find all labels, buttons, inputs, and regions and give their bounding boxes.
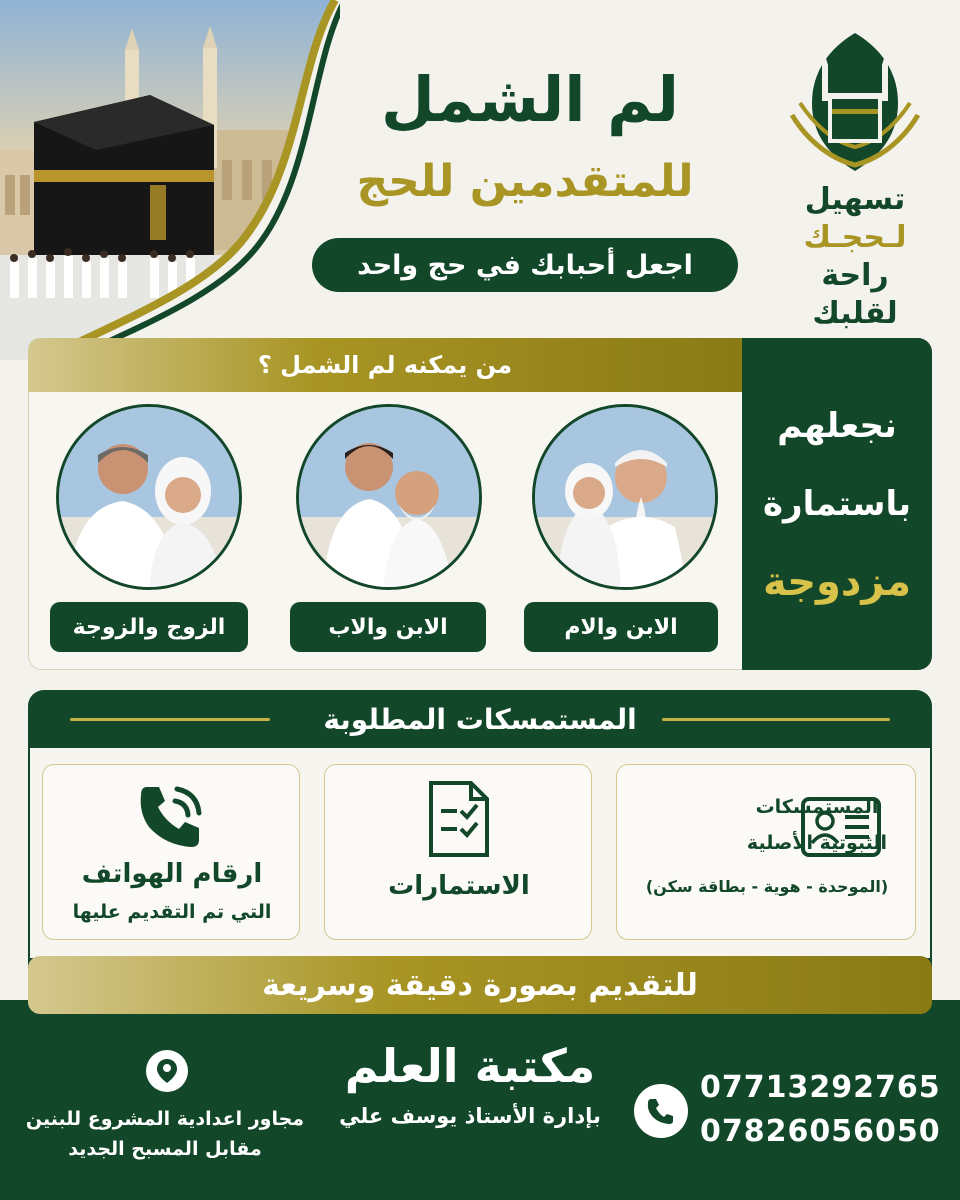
- card-phones-line-2: التي تم التقديم عليها: [72, 901, 272, 923]
- pair-label-husband-wife: الزوج والزوجة: [50, 602, 248, 652]
- photo-son-mother: [532, 404, 718, 590]
- phone-ringing-icon: [135, 779, 209, 853]
- address: [20, 1104, 310, 1164]
- card-forms-label: الاستمارات: [388, 871, 530, 901]
- page-title: لم الشمل: [380, 63, 679, 136]
- card-ids-line-2: الثبوتية الأصلية: [746, 832, 888, 854]
- card-ids-line-1: المستمسكات: [755, 796, 879, 818]
- card-phones-line-1: ارقام الهواتف: [81, 859, 263, 889]
- card-forms: [324, 764, 592, 940]
- address-line-2: مقابل المسبح الجديد: [68, 1138, 262, 1160]
- title-rule-right: [662, 718, 890, 721]
- double-form-line-3: مزدوجة: [762, 559, 912, 605]
- logo-line-3: راحة لقلبك: [812, 258, 898, 331]
- card-phone-numbers: [42, 764, 300, 940]
- kaaba-logo-icon: [780, 25, 930, 175]
- brand-logo: [780, 25, 930, 331]
- pair-label-son-father: الابن والاب: [290, 602, 486, 652]
- photo-husband-wife: [56, 404, 242, 590]
- who-can-header: من يمكنه لم الشمل ؟: [28, 338, 742, 392]
- cta-banner: للتقديم بصورة دقيقة وسريعة: [28, 956, 932, 1014]
- title-rule-left: [70, 718, 270, 721]
- phone-number-2[interactable]: 07826056050: [700, 1114, 941, 1149]
- double-form-box: [742, 338, 932, 670]
- double-form-line-2: باستمارة: [762, 484, 912, 524]
- documents-title: المستمسكات المطلوبة: [323, 702, 637, 736]
- logo-line-2: لـحجـك: [803, 220, 907, 255]
- pair-label-son-mother: الابن والام: [524, 602, 718, 652]
- shop-name: مكتبة العلم: [344, 1039, 596, 1093]
- card-original-ids: [616, 764, 916, 940]
- card-ids-line-3: (الموحدة - هوية - بطاقة سكن): [645, 877, 889, 896]
- page-subtitle: للمتقدمين للحج: [356, 156, 694, 207]
- hero-kaaba-photo: [0, 0, 340, 360]
- photo-son-father: [296, 404, 482, 590]
- phone-icon: [634, 1084, 688, 1138]
- address-line-1: مجاور اعدادية المشروع للبنين: [25, 1108, 305, 1130]
- location-pin-icon: [146, 1050, 188, 1092]
- tagline-banner: اجعل أحبابك في حج واحد: [312, 238, 738, 292]
- double-form-line-1: نجعلهم: [777, 406, 897, 446]
- phone-numbers: [700, 1066, 940, 1154]
- shop-manager: بإدارة الأستاذ يوسف علي: [339, 1104, 601, 1128]
- phone-number-1[interactable]: 07713292765: [700, 1070, 941, 1105]
- form-checklist-icon: [427, 779, 491, 859]
- logo-line-1: تسهيل: [804, 182, 906, 217]
